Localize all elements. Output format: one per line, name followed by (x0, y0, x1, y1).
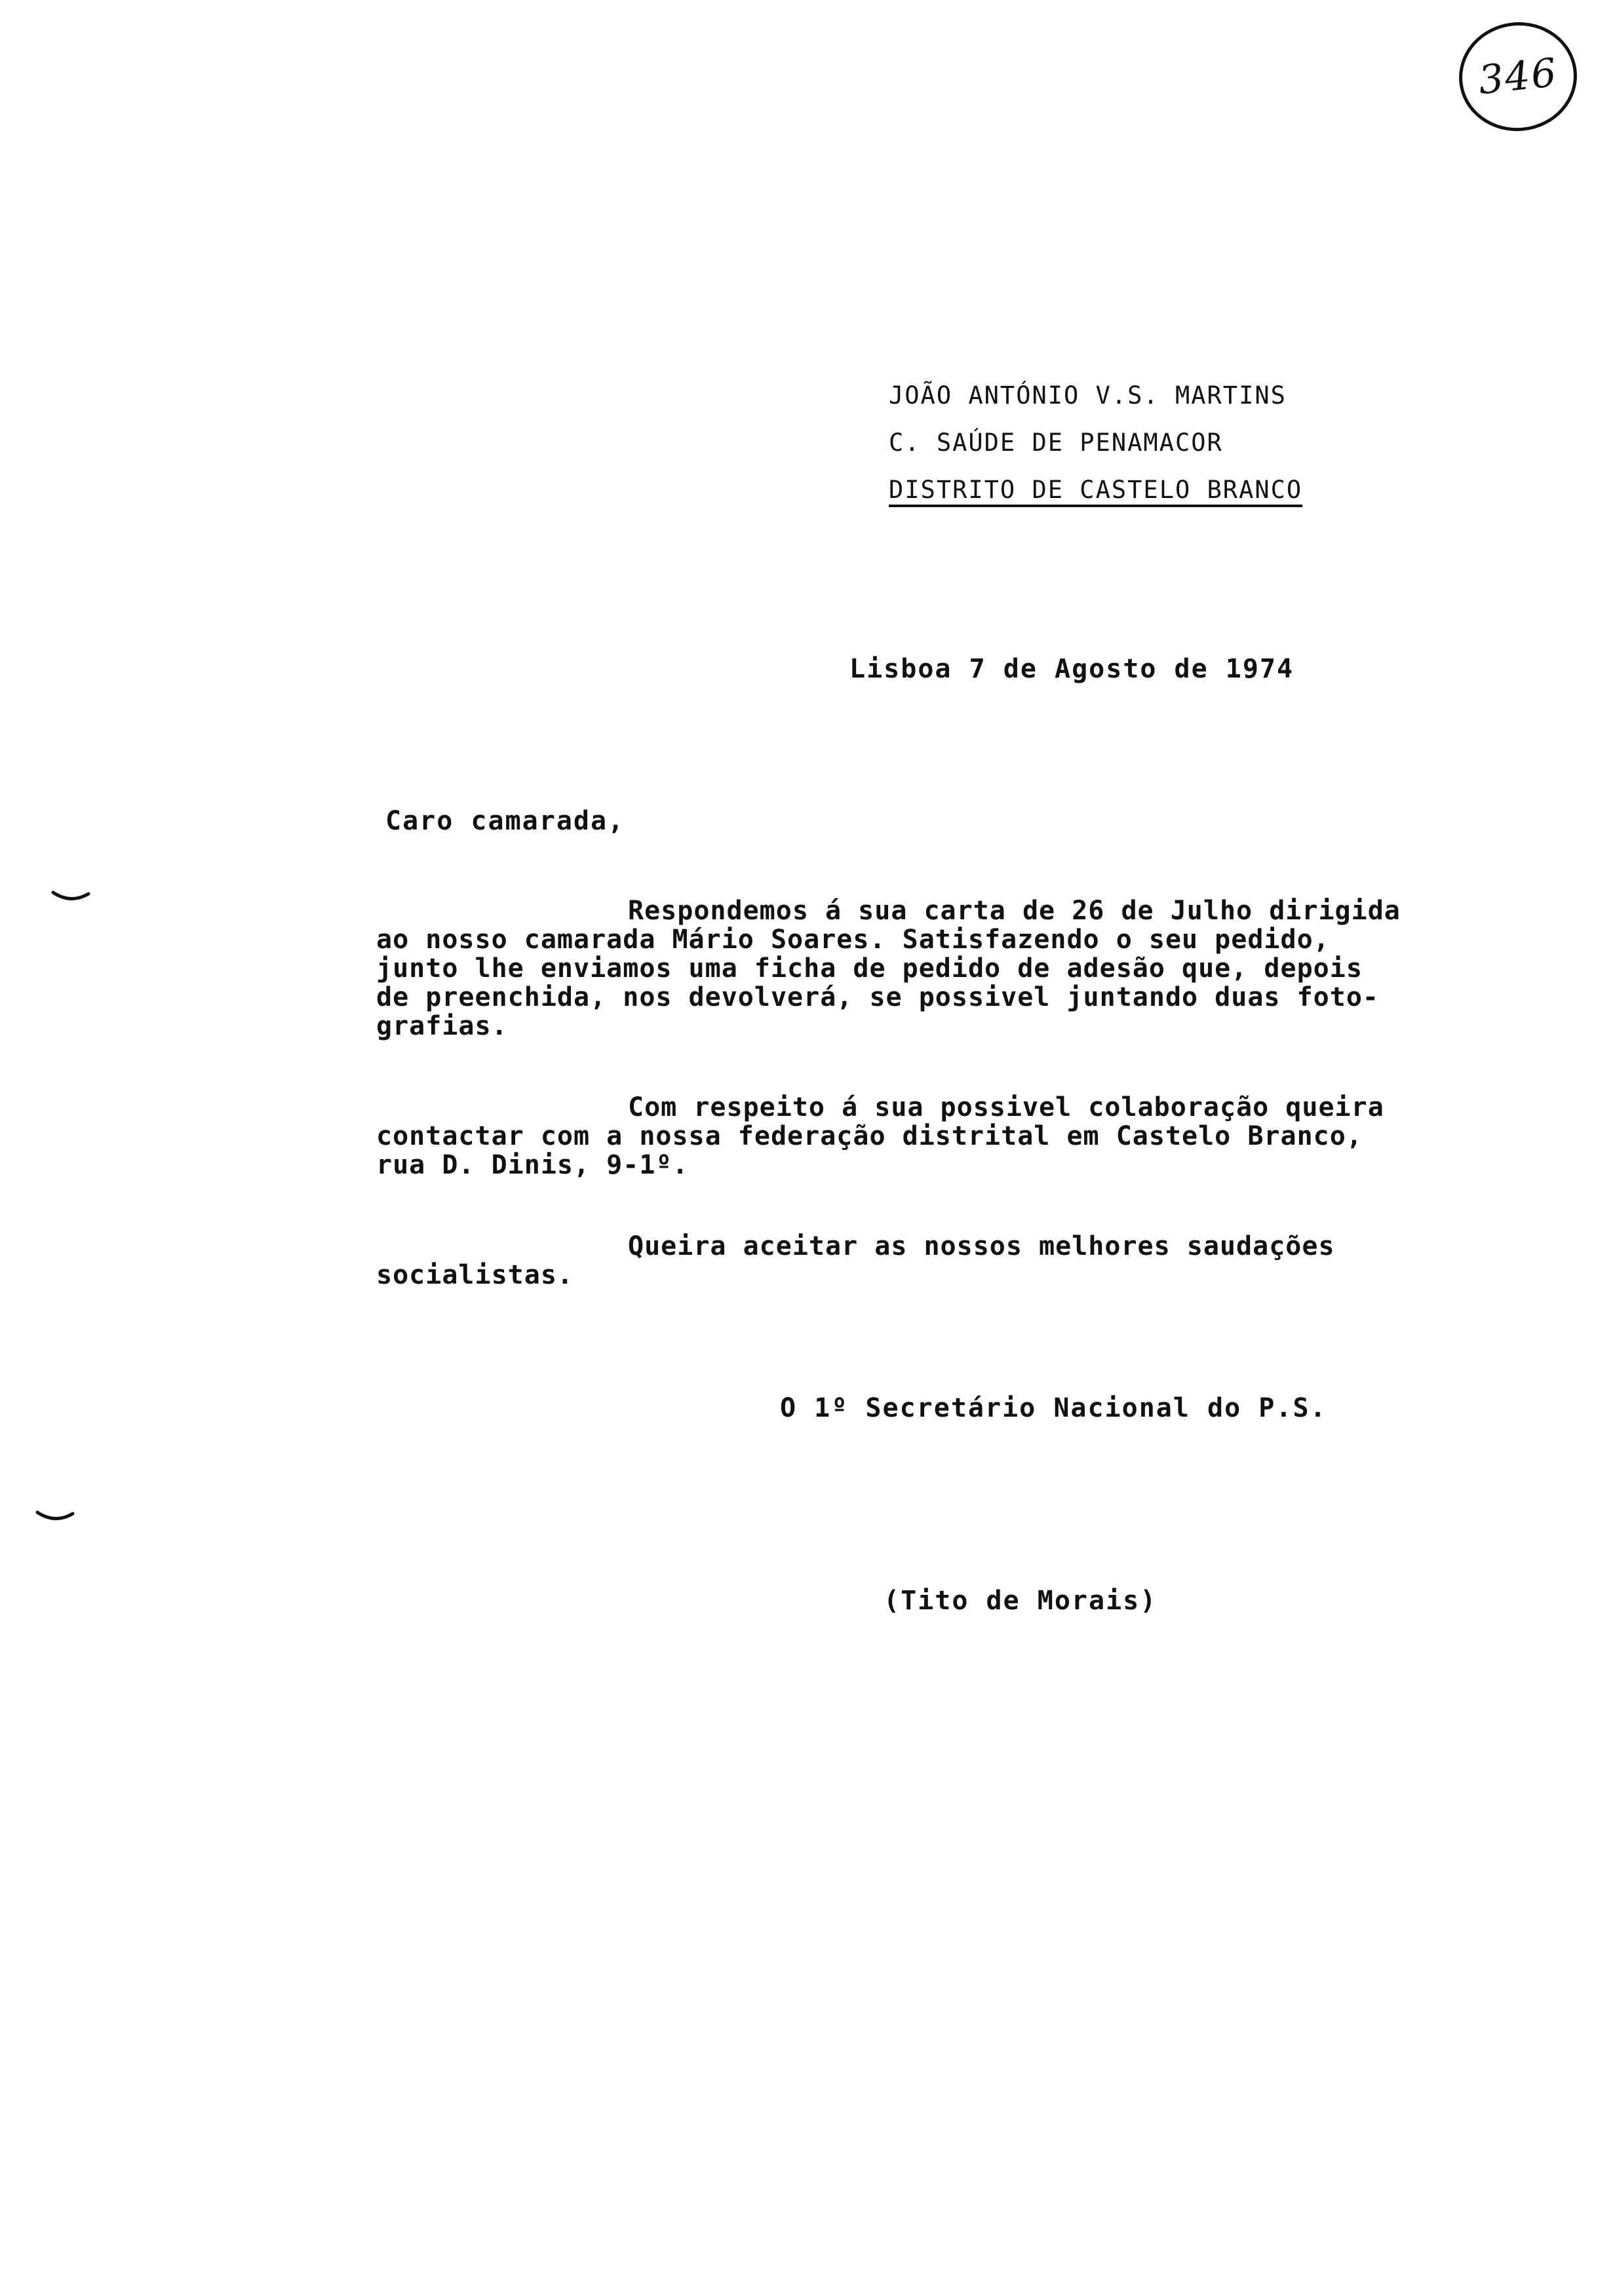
paragraph-line: contactar com a nossa federação distrital em Castelo Branco, (376, 1121, 1363, 1151)
signature-name: (Tito de Morais) (884, 1586, 1158, 1616)
paragraph-line: grafias. (376, 1011, 508, 1041)
page-number-stamp: 346 (1454, 16, 1582, 137)
paragraph-line: socialistas. (376, 1260, 574, 1290)
paragraph-line: junto lhe enviamos uma ficha de pedido de adesão que, depois (376, 953, 1363, 984)
paragraph-line: Queira aceitar as nossos melhores saudações (628, 1231, 1335, 1261)
letter-date: Lisboa 7 de Agosto de 1974 (849, 654, 1294, 684)
body-paragraph-2 (376, 1093, 1451, 1179)
paragraph-line: Com respeito á sua possivel colaboração queira (628, 1092, 1384, 1122)
paragraph-line: de preenchida, nos devolverá, se possivel juntando duas foto- (376, 982, 1380, 1012)
salutation: Caro camarada, (385, 806, 625, 836)
addressee-institution: C. SAÚDE DE PENAMACOR (889, 429, 1223, 457)
punch-hole-mark (51, 890, 90, 904)
addressee-block (889, 372, 1302, 514)
body-paragraph-3 (376, 1232, 1451, 1290)
signoff-title: O 1º Secretário Nacional do P.S. (780, 1393, 1327, 1423)
body-paragraph-1 (376, 896, 1451, 1041)
paragraph-line: Respondemos á sua carta de 26 de Julho dirigida (628, 896, 1401, 926)
addressee-name: JOÃO ANTÓNIO V.S. MARTINS (889, 381, 1287, 410)
paragraph-line: rua D. Dinis, 9-1º. (376, 1150, 689, 1180)
punch-hole-mark (35, 1510, 75, 1524)
paragraph-line: ao nosso camarada Mário Soares. Satisfazendo o seu pedido, (376, 925, 1330, 955)
addressee-district: DISTRITO DE CASTELO BRANCO (889, 476, 1303, 504)
